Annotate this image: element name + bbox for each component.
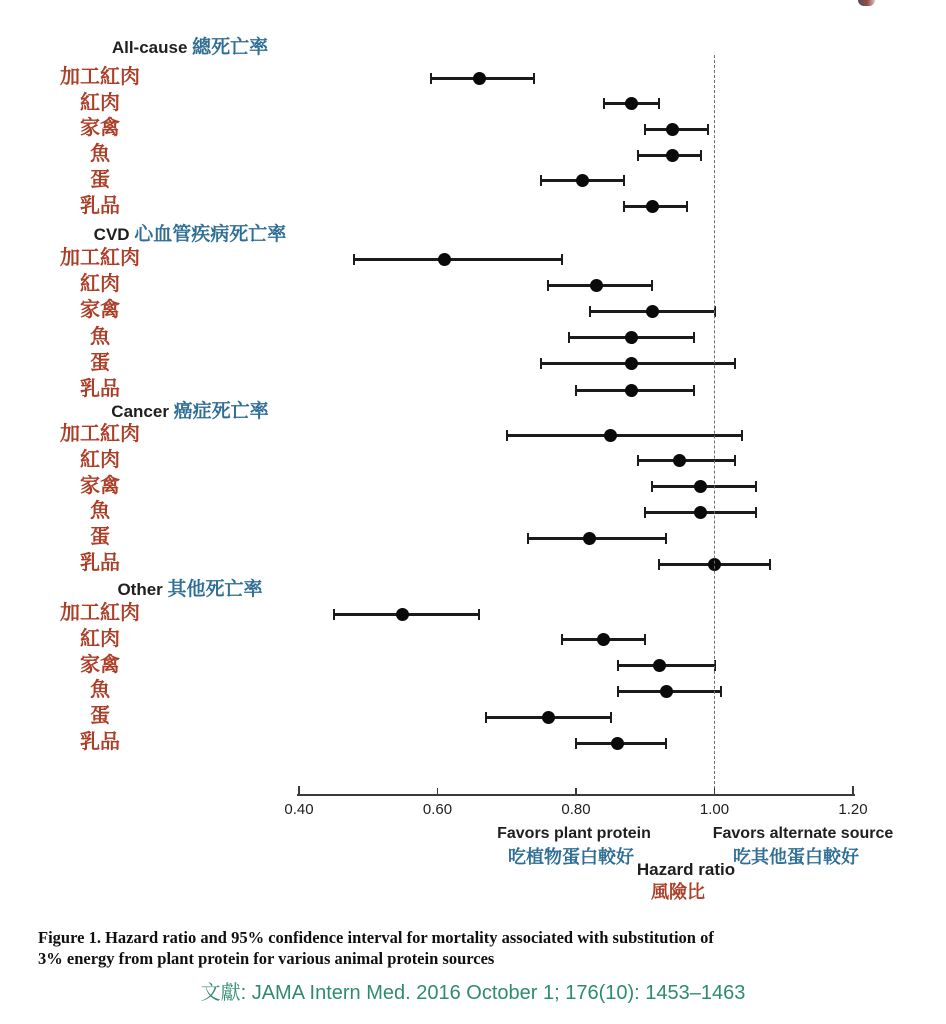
section-header-zh: 心血管疾病死亡率: [134, 224, 287, 245]
point-estimate-dot: [625, 97, 638, 110]
section-header: [0, 224, 380, 247]
point-estimate-dot: [694, 506, 707, 519]
ci-cap-right: [700, 150, 702, 161]
ci-cap-left: [540, 358, 542, 369]
ci-line: [354, 258, 562, 261]
ci-line: [618, 664, 715, 667]
row-label: 魚: [90, 143, 110, 166]
ci-cap-right: [658, 98, 660, 109]
ci-cap-left: [547, 280, 549, 291]
ci-cap-left: [623, 201, 625, 212]
row-label: 家禽: [80, 474, 120, 497]
row-label: 蛋: [90, 526, 110, 549]
point-estimate-dot: [694, 480, 707, 493]
row-label: 蛋: [90, 705, 110, 728]
point-estimate-dot: [583, 532, 596, 545]
x-axis-tick: [575, 788, 577, 794]
favors-alternate-source-label: Favors alternate source: [712, 825, 894, 842]
x-axis-tick-label: 0.80: [561, 801, 591, 818]
ci-line: [528, 537, 667, 540]
row-label: 魚: [90, 679, 110, 702]
x-axis-tick-label: 1.20: [838, 801, 868, 818]
point-estimate-dot: [590, 279, 603, 292]
x-axis-tick-label: 0.60: [422, 801, 453, 818]
row-label: 魚: [90, 500, 110, 523]
row-label: 紅肉: [80, 273, 120, 296]
ci-cap-left: [644, 507, 646, 518]
ci-line: [507, 434, 742, 437]
figure-caption-line2: 3% energy from plant protein for various animal protein sources: [38, 949, 495, 968]
ci-line: [638, 459, 735, 462]
ci-cap-left: [644, 124, 646, 135]
row-label: 紅肉: [80, 627, 120, 650]
ci-cap-left: [485, 712, 487, 723]
row-label: 加工紅肉: [60, 66, 140, 88]
ci-cap-left: [637, 150, 639, 161]
x-axis-title-zh: 風險比: [651, 882, 705, 902]
ci-cap-right: [644, 634, 646, 645]
ci-cap-right: [686, 201, 688, 212]
ci-cap-left: [506, 430, 508, 441]
row-label: 乳品: [80, 731, 120, 753]
section-header-zh: 總死亡率: [192, 37, 269, 58]
section-header-en: Other: [117, 580, 168, 599]
ci-cap-right: [623, 175, 625, 186]
row-label: 紅肉: [80, 91, 120, 114]
ci-cap-left: [333, 609, 335, 620]
section-header-zh: 癌症死亡率: [173, 401, 269, 422]
ci-cap-left: [617, 686, 619, 697]
ci-cap-right: [755, 481, 757, 492]
point-estimate-dot: [660, 685, 673, 698]
point-estimate-dot: [576, 174, 589, 187]
favors-plant-protein-zh-label: 吃植物蛋白較好: [508, 847, 634, 867]
section-header-en: CVD: [93, 225, 135, 244]
point-estimate-dot: [625, 357, 638, 370]
reference-line: [714, 55, 715, 794]
ci-cap-left: [589, 306, 591, 317]
x-axis-tick-label: 1.00: [699, 801, 730, 818]
ci-cap-right: [755, 507, 757, 518]
section-header-zh: 其他死亡率: [167, 579, 263, 600]
x-axis-tick: [437, 788, 439, 794]
row-label: 紅肉: [80, 448, 120, 471]
ci-cap-right: [720, 686, 722, 697]
ci-cap-left: [603, 98, 605, 109]
ci-cap-right: [693, 332, 695, 343]
row-label: 加工紅肉: [60, 247, 140, 269]
ci-cap-right: [665, 533, 667, 544]
point-estimate-dot: [625, 384, 638, 397]
point-estimate-dot: [673, 454, 686, 467]
ci-line: [541, 362, 735, 365]
ci-cap-right: [561, 254, 563, 265]
x-axis-tick: [852, 786, 854, 794]
point-estimate-dot: [708, 558, 721, 571]
row-label: 魚: [90, 325, 110, 348]
ci-cap-right: [707, 124, 709, 135]
point-estimate-dot: [542, 711, 555, 724]
row-label: 乳品: [80, 552, 120, 574]
row-label: 乳品: [80, 378, 120, 400]
point-estimate-dot: [625, 331, 638, 344]
section-header: [0, 401, 380, 424]
section-header-en: All-cause: [111, 38, 193, 57]
ci-cap-right: [665, 738, 667, 749]
ci-cap-left: [658, 559, 660, 570]
row-label: 加工紅肉: [60, 602, 140, 624]
cropped-logo-fragment-icon: [858, 0, 875, 6]
row-label: 乳品: [80, 194, 120, 217]
ci-cap-left: [575, 738, 577, 749]
row-label: 蛋: [90, 351, 110, 374]
row-label: 家禽: [80, 117, 120, 140]
x-axis-tick: [298, 786, 300, 794]
point-estimate-dot: [666, 123, 679, 136]
point-estimate-dot: [597, 633, 610, 646]
row-label: 蛋: [90, 168, 110, 191]
row-label: 家禽: [80, 653, 120, 676]
row-label: 加工紅肉: [60, 423, 140, 445]
ci-cap-right: [741, 430, 743, 441]
point-estimate-dot: [666, 149, 679, 162]
ci-cap-right: [769, 559, 771, 570]
x-axis-title: Hazard ratio: [636, 860, 736, 879]
ci-cap-right: [734, 455, 736, 466]
ci-cap-left: [353, 254, 355, 265]
ci-cap-left: [651, 481, 653, 492]
x-axis-tick: [714, 788, 716, 794]
section-header: [0, 579, 380, 602]
ci-cap-right: [478, 609, 480, 620]
point-estimate-dot: [646, 200, 659, 213]
ci-cap-right: [533, 73, 535, 84]
point-estimate-dot: [396, 608, 409, 621]
ci-cap-right: [734, 358, 736, 369]
section-header: [0, 37, 380, 60]
figure-caption: [38, 927, 918, 969]
ci-cap-right: [610, 712, 612, 723]
citation-text: 文獻: JAMA Intern Med. 2016 October 1; 176(10): 1453–1463: [200, 982, 746, 1004]
favors-plant-protein-label: Favors plant protein: [497, 825, 651, 842]
x-axis-tick-label: 0.40: [284, 801, 314, 818]
point-estimate-dot: [611, 737, 624, 750]
section-header-en: Cancer: [111, 402, 174, 421]
ci-cap-left: [617, 660, 619, 671]
ci-cap-left: [540, 175, 542, 186]
point-estimate-dot: [646, 305, 659, 318]
point-estimate-dot: [473, 72, 486, 85]
ci-cap-left: [527, 533, 529, 544]
ci-cap-left: [561, 634, 563, 645]
ci-cap-left: [568, 332, 570, 343]
row-label: 家禽: [80, 299, 120, 322]
point-estimate-dot: [438, 253, 451, 266]
ci-cap-left: [575, 385, 577, 396]
ci-cap-left: [430, 73, 432, 84]
ci-cap-right: [693, 385, 695, 396]
favors-alternate-source-zh-label: 吃其他蛋白較好: [733, 847, 859, 867]
x-axis-line: [297, 794, 855, 796]
ci-cap-left: [637, 455, 639, 466]
point-estimate-dot: [653, 659, 666, 672]
ci-cap-right: [651, 280, 653, 291]
figure-caption-line1: Figure 1. Hazard ratio and 95% confidence interval for mortality associated with substitution of: [38, 928, 714, 947]
point-estimate-dot: [604, 429, 617, 442]
